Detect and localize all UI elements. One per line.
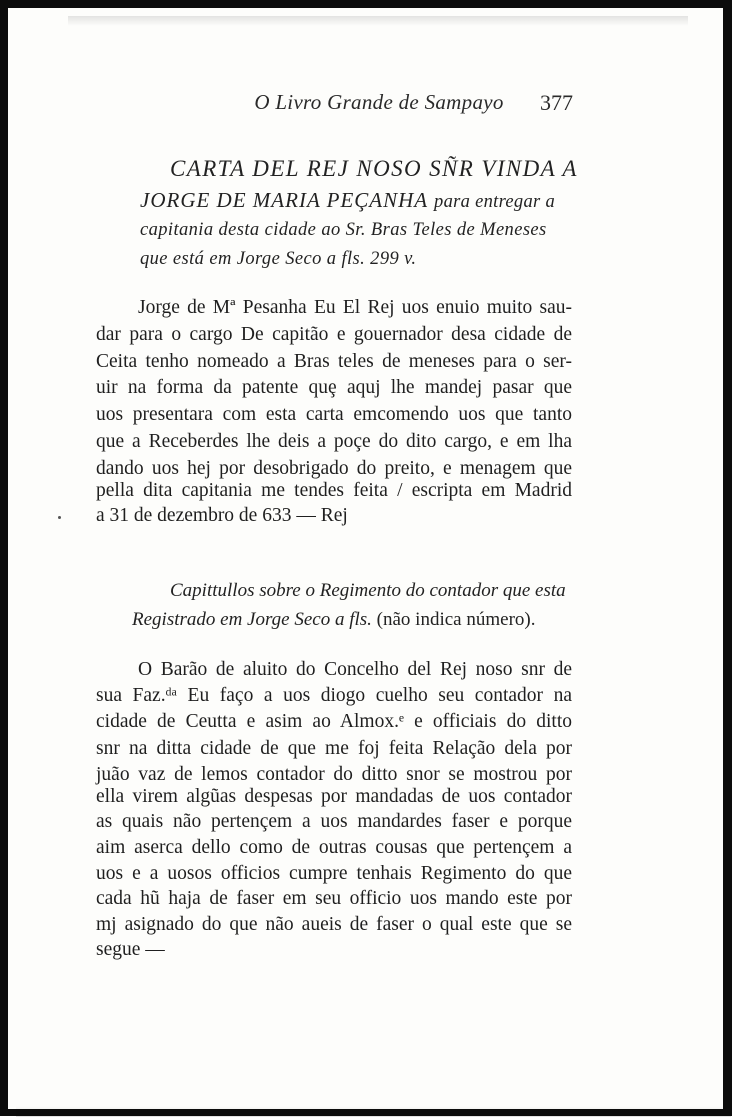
print-speck: [58, 516, 61, 519]
section-title-line-2: [132, 609, 535, 631]
letter-line: uos presentara com esta carta emcomendo uos que tanto: [96, 404, 572, 425]
document-title-line-3: capitania desta cidade ao Sr. Bras Teles de Meneses: [140, 220, 547, 240]
document-title-line-4: que está em Jorge Seco a fls. 299 v.: [140, 249, 417, 269]
letter-line: uir na forma da patente quȩ aquj lhe mandej pasar que: [96, 377, 572, 398]
letter-line: Jorge de Mª Pesanha Eu El Rej uos enuio muito sau-: [138, 297, 572, 318]
scan-shadow-bottom: [16, 1106, 731, 1117]
regimento-line: as quais não pertençem a uos mandardes faser e porque: [96, 811, 572, 832]
section-title-line-2-plain: (não indica número).: [376, 609, 536, 630]
regimento-line: juão vaz de lemos contador do ditto snor se mostrou por: [96, 764, 572, 785]
letter-line: a 31 de dezembro de 633 — Rej: [96, 505, 348, 526]
regimento-line: sua Faz.ᵈᵃ Eu faço a uos diogo cuelho seu contador na: [96, 685, 572, 706]
regimento-line: ella virem algũas despesas por mandadas de uos contador: [96, 786, 572, 807]
letter-line: dar para o cargo De capitão e gouernador desa cidade de: [96, 324, 572, 345]
regimento-line: aim aserca dello como de outras cousas que pertençem a: [96, 837, 572, 858]
regimento-line: uos e a uosos officios cumpre tenhais Regimento do que: [96, 863, 572, 884]
letter-line: pella dita capitania me tendes feita / escripta em Madrid: [96, 480, 572, 501]
letter-line: que a Receberdes lhe deis a poçe do dito cargo, e em lha: [96, 431, 572, 452]
regimento-line: mj asignado do que não aueis de faser o qual este que se: [96, 914, 572, 935]
running-title: O Livro Grande de Sampayo: [254, 90, 504, 114]
letter-line: dando uos hej por desobrigado do preito, e menagem que: [96, 458, 572, 479]
document-title-line-2-rest: para entregar a: [434, 192, 555, 212]
letter-line: Ceita tenho nomeado a Bras teles de meneses para o ser-: [96, 351, 572, 372]
regimento-line: cada hũ haja de faser em seu officio uos mando este por: [96, 888, 572, 909]
regimento-line: snr na ditta cidade de que me foj feita Relação dela por: [96, 738, 572, 759]
section-title-line-1: Capittullos sobre o Regimento do contador que esta: [170, 580, 566, 601]
document-title-line-2: [140, 188, 580, 213]
section-title-line-2-italic: Registrado em Jorge Seco a fls.: [132, 609, 372, 630]
document-title-line-2-caps: JORGE DE MARIA PEÇANHA: [140, 188, 428, 212]
page-number: 377: [540, 90, 573, 115]
scan-shadow-top: [68, 16, 688, 26]
regimento-line: O Barão de aluito do Concelho del Rej noso snr de: [138, 659, 572, 680]
regimento-line: cidade de Ceutta e asim ao Almox.ᵉ e officiais do ditto: [96, 711, 572, 732]
document-title-line-1: CARTA DEL REJ NOSO SÑR VINDA A: [170, 156, 578, 181]
regimento-line: segue —: [96, 939, 165, 960]
